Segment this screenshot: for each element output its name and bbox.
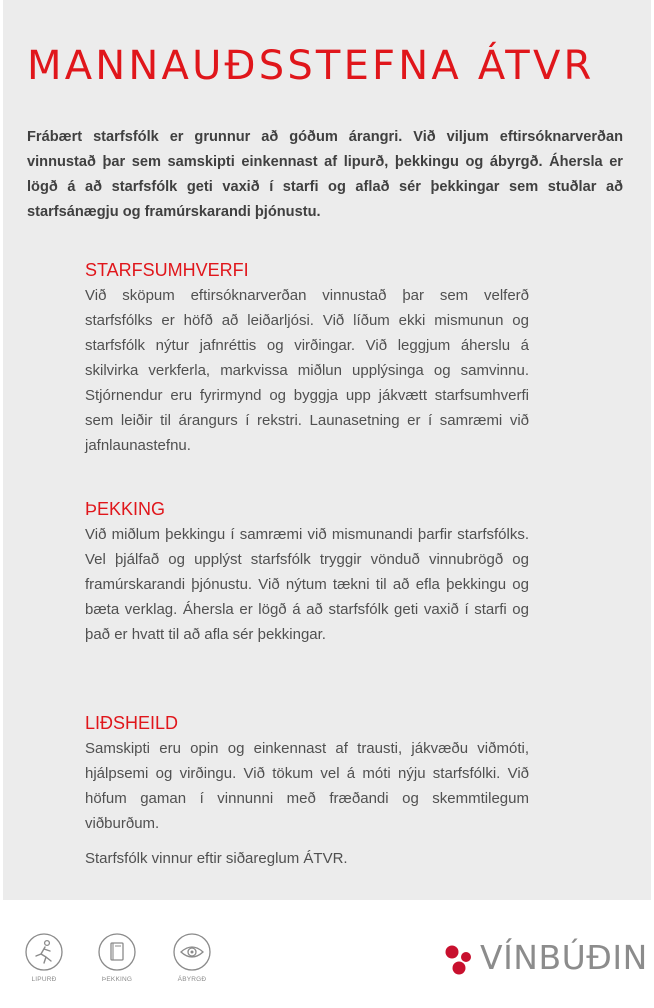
value-label: ÞEKKING [101, 976, 133, 983]
value-lipurd [19, 932, 69, 983]
section-heading: ÞEKKING [85, 499, 166, 519]
content-panel [3, 0, 651, 900]
value-label: ÁBYRGÐ [177, 976, 207, 983]
value-label: LIPURÐ [31, 976, 57, 983]
section-body: Við sköpum eftirsóknarverðan vinnustað þar sem velferð starfsfólks er höfð að leiðarljósi. Við líðum ekki mismunun og starfsfólk nýtur jafnréttis og virðingar. Við leggjum áherslu á skilvirka verkferla, markvissa miðlun upplýsinga og samvinnu. Stjórnendur eru fyrirmynd og byggja upp jákvætt starfsumhverfi sem leiðir til árangurs í rekstri. Launasetning er í samræmi við jafnlaunastefnu. [85, 287, 529, 454]
book-icon [97, 932, 137, 972]
value-thekking [92, 932, 142, 983]
logo-wordmark: VÍNBÚÐIN [480, 938, 648, 977]
page-title: MANNAUÐSSTEFNA ÁTVR [27, 43, 595, 89]
value-abyrgd [167, 932, 217, 983]
footer [0, 900, 654, 1008]
section-thekking [85, 496, 529, 647]
section-lidsheild [85, 710, 529, 871]
section-starfsumhverfi [85, 257, 529, 458]
section-body: Samskipti eru opin og einkennast af trausti, jákvæðu viðmóti, hjálpsemi og virðingu. Við tökum vel á móti nýju starfsfólki. Við höfum gaman í vinnunni með fræðandi og skemmtilegum viðburðum. [85, 740, 529, 832]
closing-note: Starfsfólk vinnur eftir siðareglum ÁTVR. [85, 850, 348, 867]
eye-icon [172, 932, 212, 972]
section-heading: STARFSUMHVERFI [85, 260, 249, 280]
logo-dots-icon [444, 942, 480, 976]
intro-paragraph: Frábært starfsfólk er grunnur að góðum árangri. Við viljum eftirsóknarverðan vinnustað þar sem samskipti einkennast af lipurð, þekkingu og ábyrgð. Áhersla er lögð á að starfsfólk geti vaxið í starfi og aflað sér þekkingar sem stuðlar að starfsánægju og framúrskarandi þjónustu. [27, 129, 623, 220]
section-body: Við miðlum þekkingu í samræmi við mismunandi þarfir starfsfólks. Vel þjálfað og upplýst starfsfólk tryggir vönduð vinnubrögð og framúrskarandi þjónustu. Við nýtum tækni til að efla þekkingu og bæta verklag. Áhersla er lögð á að starfsfólk geti vaxið í starfi og það er hvatt til að afla sér þekkingar. [85, 526, 529, 643]
section-heading: LIÐSHEILD [85, 713, 179, 733]
runner-icon [24, 932, 64, 972]
